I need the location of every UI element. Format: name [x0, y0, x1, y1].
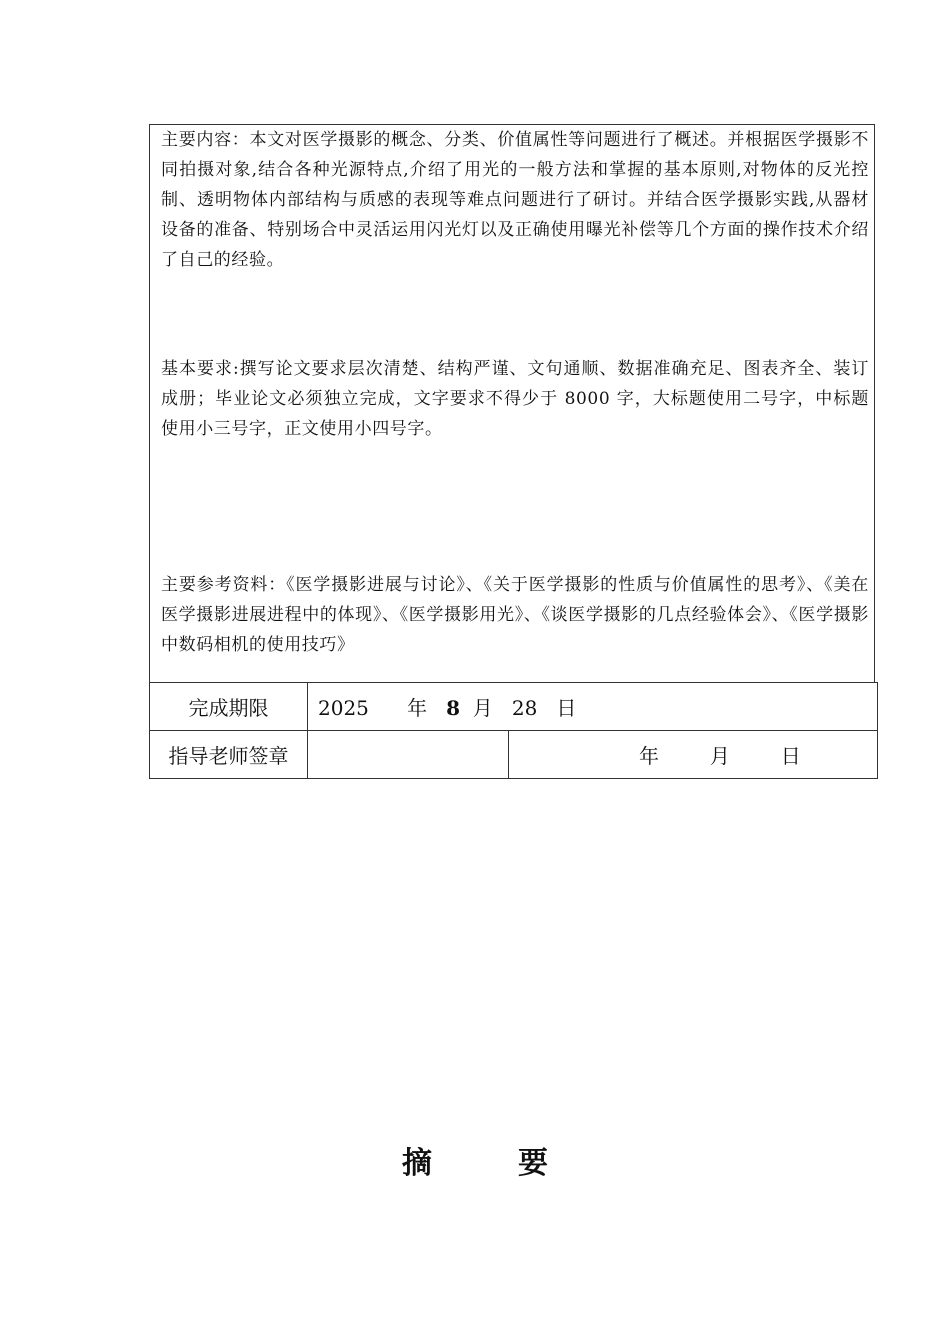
deadline-row — [150, 683, 878, 731]
deadline-label: 完成期限 — [150, 683, 308, 731]
deadline-date — [308, 683, 878, 731]
deadline-day: 28 — [511, 696, 538, 720]
advisor-signature-cell — [308, 731, 509, 779]
signature-date — [509, 731, 878, 779]
sig-day-char: 日 — [780, 744, 801, 768]
abstract-char-1: 摘 — [402, 1146, 432, 1181]
deadline-year: 2025 — [318, 696, 369, 720]
month-char: 月 — [472, 696, 493, 720]
advisor-label: 指导老师签章 — [150, 731, 308, 779]
task-content-box — [149, 124, 875, 682]
abstract-char-2: 要 — [518, 1146, 548, 1181]
abstract-heading — [0, 1138, 950, 1182]
day-char: 日 — [556, 696, 577, 720]
advisor-row — [150, 731, 878, 779]
deadline-month: 8 — [446, 696, 461, 720]
main-content-paragraph: 主要内容：本文对医学摄影的概念、分类、价值属性等问题进行了概述。并根据医学摄影不同拍摄对象,结合各种光源特点,介绍了用光的一般方法和掌握的基本原则,对物体的反光控制、透明物体内部结构与质感的表现等难点问题进行了研讨。并结合医学摄影实践,从器材设备的准备、特别场合中灵活运用闪光灯以及正确使用曝光补偿等几个方面的操作技术介绍了自己的经验。 — [161, 130, 869, 270]
basic-requirements-paragraph: 基本要求:撰写论文要求层次清楚、结构严谨、文句通顺、数据准确充足、图表齐全、装订成册；毕业论文必须独立完成，文字要求不得少于 8000 字，大标题使用二号字，中标题使用小三号字，正文使用小四号字。 — [161, 359, 869, 439]
sig-month-char: 月 — [709, 744, 730, 768]
sig-year-char: 年 — [639, 744, 659, 768]
year-char: 年 — [407, 696, 428, 720]
deadline-signature-table — [149, 682, 878, 779]
references-paragraph: 主要参考资料：《医学摄影进展与讨论》、《关于医学摄影的性质与价值属性的思考》、《美在医学摄影进展进程中的体现》、《医学摄影用光》、《谈医学摄影的几点经验体会》、《医学摄影中数码相机的使用技巧》 — [161, 575, 869, 655]
